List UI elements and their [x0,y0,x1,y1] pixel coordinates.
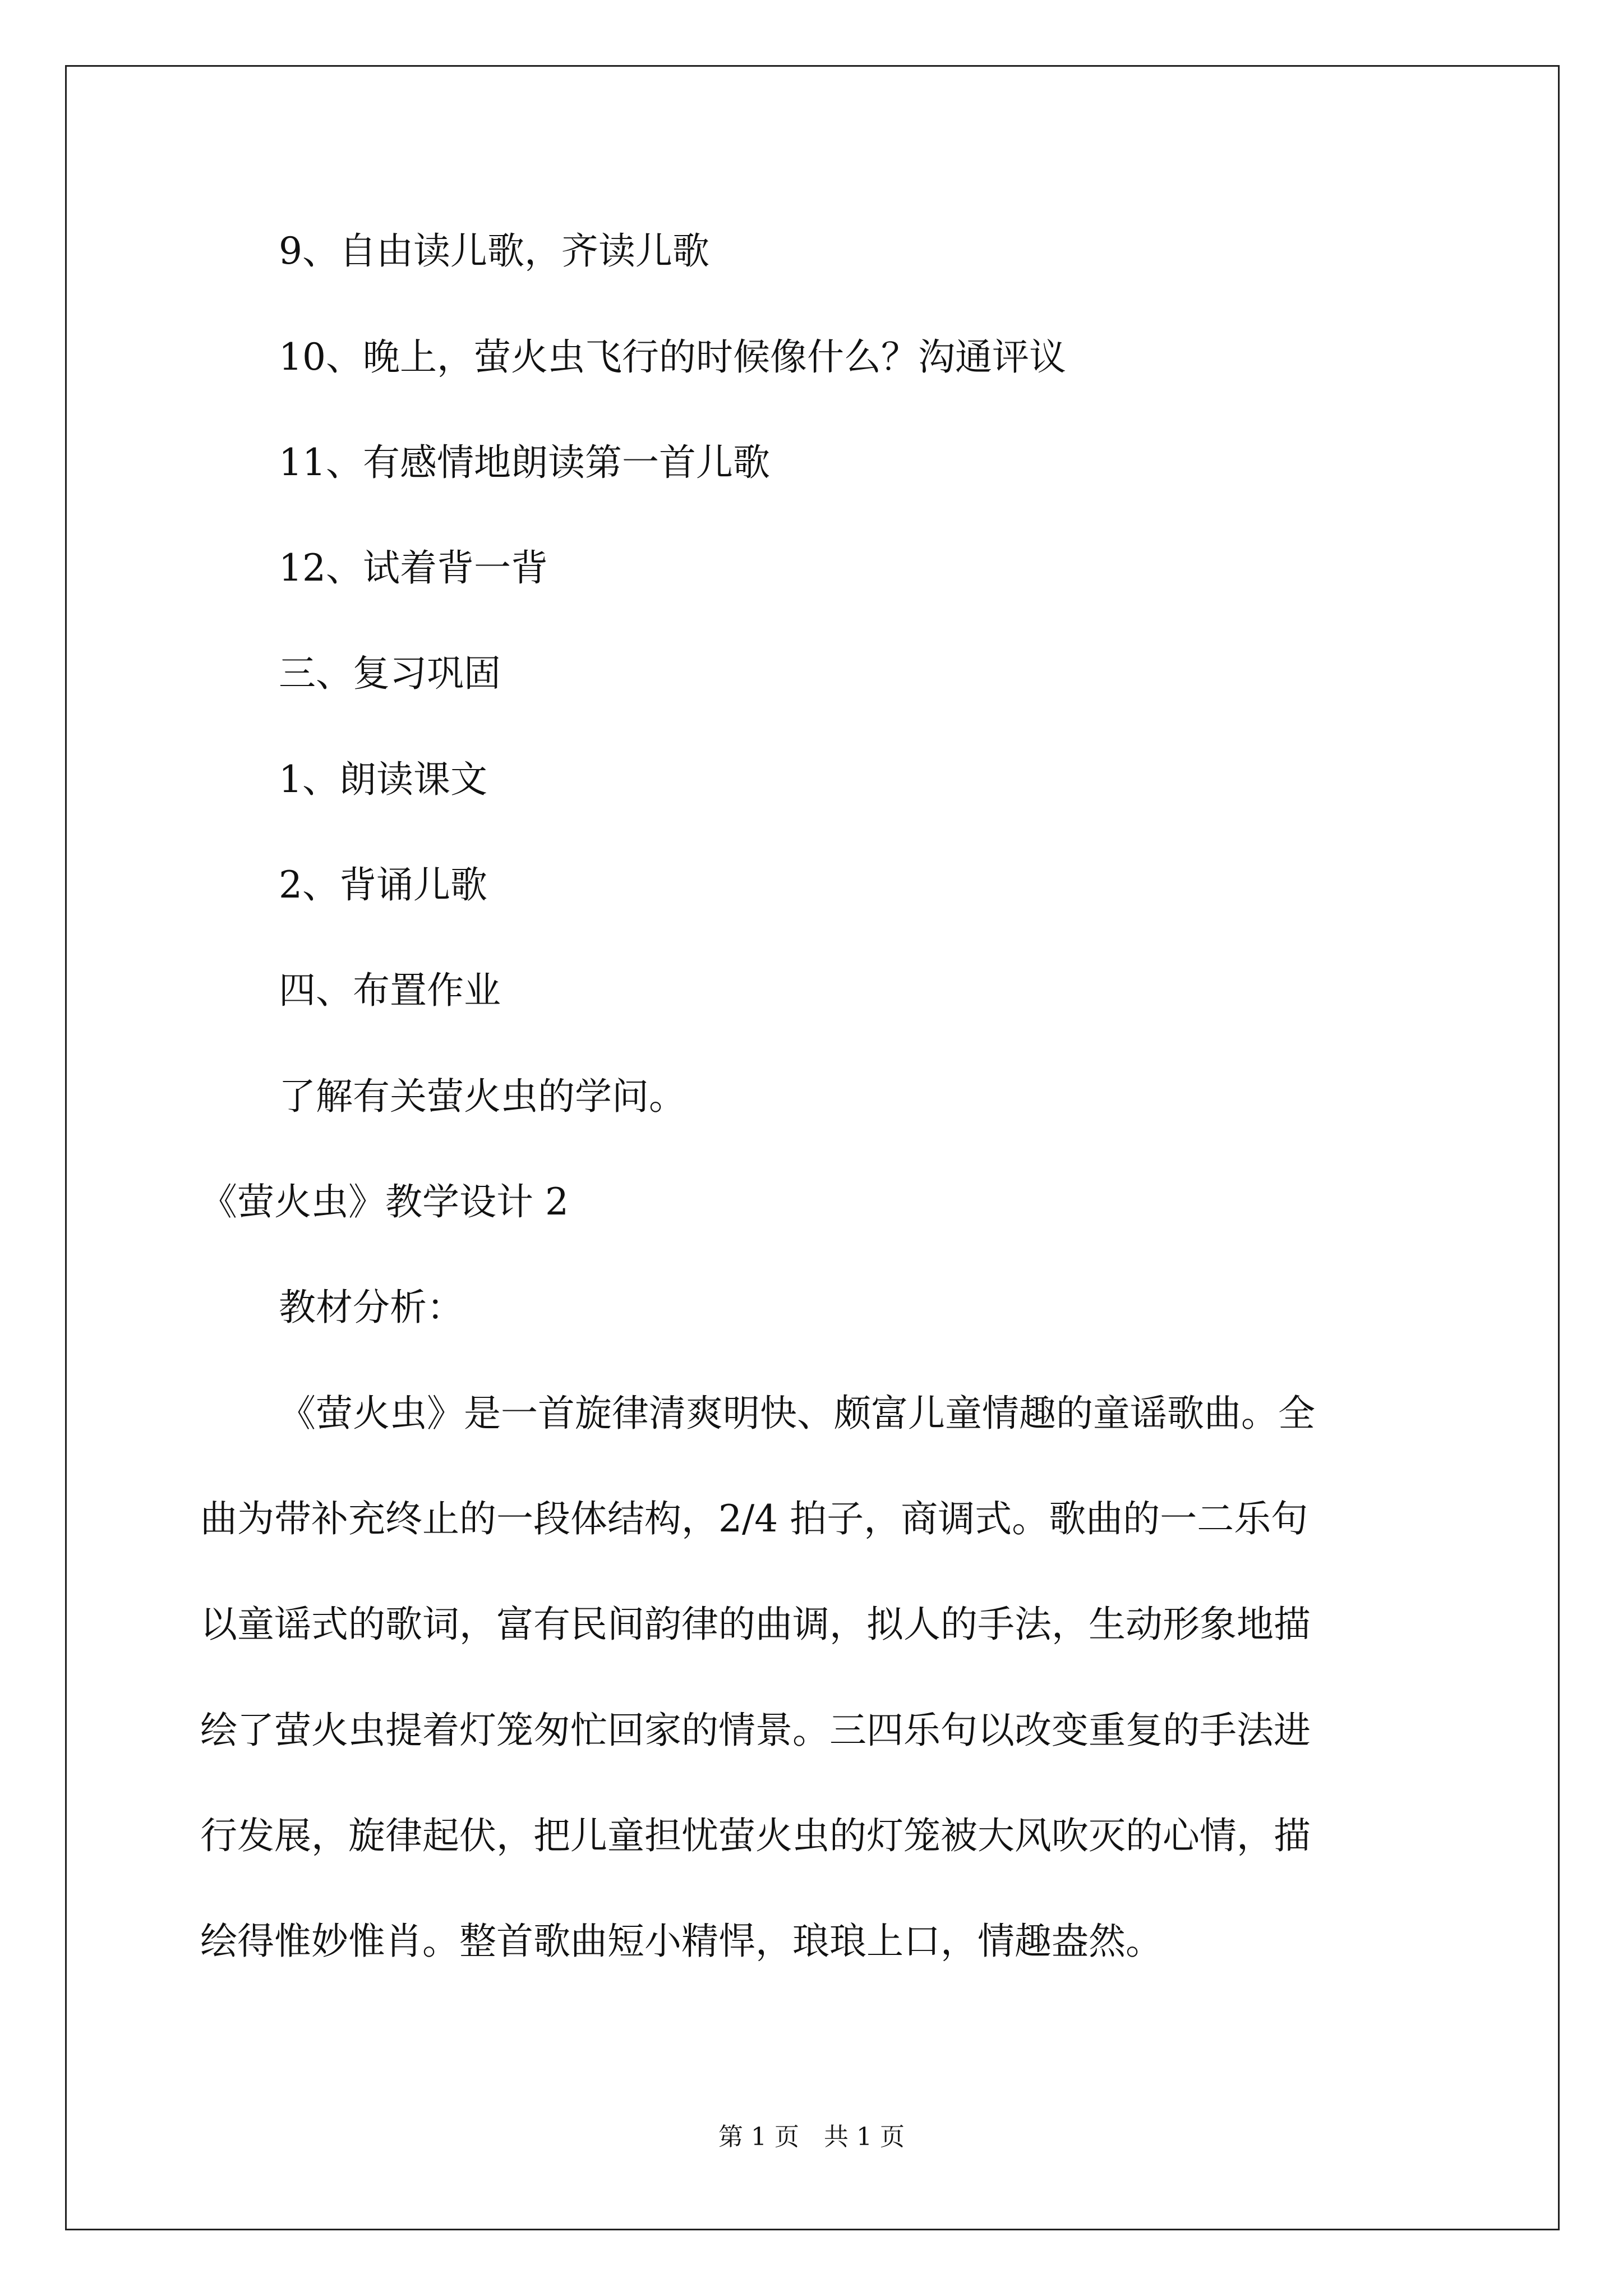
paragraph-line: 以童谣式的歌词，富有民间韵律的曲调，拟人的手法，生动形象地描 [200,1603,1311,1646]
analysis-label: 教材分析： [279,1286,464,1329]
section-heading: 四、布置作业 [279,969,501,1012]
list-item: 12、试着背一背 [279,546,548,590]
list-item: 10、晚上，萤火虫飞行的时候像什么？沟通评议 [279,335,1066,379]
paragraph-line: 《萤火虫》是一首旋律清爽明快、颇富儿童情趣的童谣歌曲。全 [279,1392,1315,1435]
list-item: 9、自由读儿歌，齐读儿歌 [279,229,709,273]
list-item: 1、朗读课文 [279,758,487,801]
paragraph-line: 曲为带补充终止的一段体结构，2/4 拍子，商调式。歌曲的一二乐句 [200,1497,1308,1540]
paragraph-line: 绘得惟妙惟肖。整首歌曲短小精悍，琅琅上口，情趣盎然。 [200,1920,1163,1963]
list-item: 11、有感情地朗读第一首儿歌 [279,441,770,484]
paragraph-line: 了解有关萤火虫的学问。 [279,1075,686,1118]
paragraph-line: 绘了萤火虫提着灯笼匆忙回家的情景。三四乐句以改变重复的手法进 [200,1709,1311,1752]
page-number: 第 1 页 共 1 页 [718,2123,905,2151]
section-heading: 三、复习巩固 [279,652,501,695]
document-title: 《萤火虫》教学设计 2 [200,1180,569,1223]
page-border [65,65,1560,2230]
paragraph-line: 行发展，旋律起伏，把儿童担忧萤火虫的灯笼被大风吹灭的心情，描 [200,1814,1311,1857]
list-item: 2、背诵儿歌 [279,863,487,907]
